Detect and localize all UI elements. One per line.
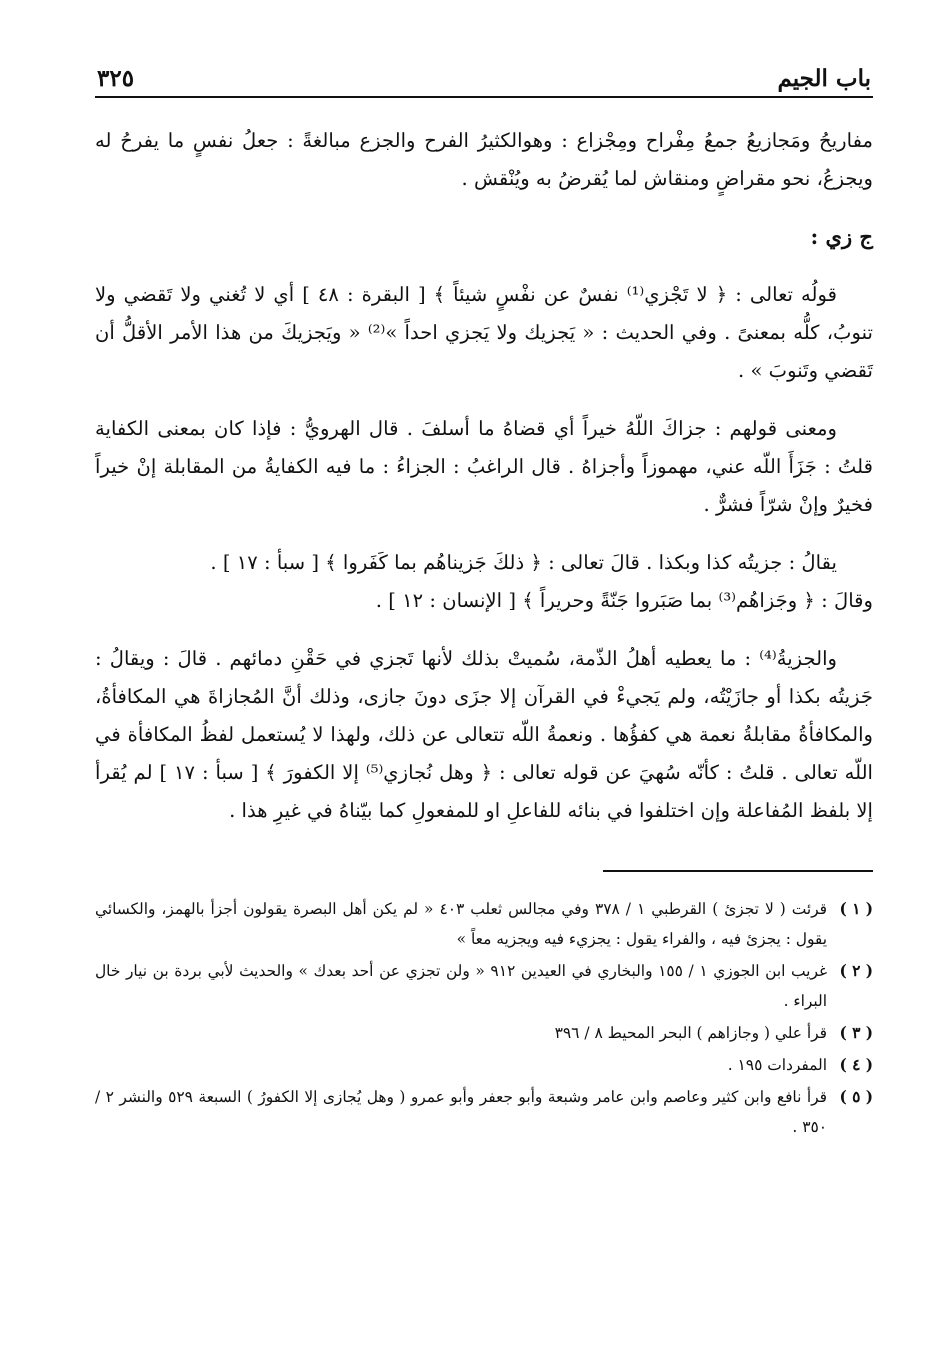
spacer <box>95 256 873 276</box>
footnote-number: ( ٥ ) <box>839 1088 873 1106</box>
footnote-number: ( ٢ ) <box>839 962 873 980</box>
main-text <box>95 122 873 830</box>
footnote-text: قرأ علي ( وجازاهم ) البحر المحيط ٨ / ٣٩٦ <box>554 1024 827 1042</box>
spacer <box>95 524 873 544</box>
paragraph-jazaka: ومعنى قولهم : جزاكَ اللّهُ خيراً أي قضاهُ ما أسلفَ . قال الهرويُّ : فإذا كان بمعنى الكفاية قلتُ : جَزَأَ اللّه عني، مهموزاً وأجزاهُ . قال الراغبُ : الجزاءُ : ما فيه الكفايةُ من المقابلة إنْ خيراً فخيرٌ وإنْ شرّاً فشرٌّ . <box>95 417 873 516</box>
book-page <box>95 52 873 1342</box>
footnote-separator <box>603 870 873 872</box>
paragraph-wa-jazahum: وقالَ : ﴿ وجَزاهُم⁽³⁾ بما صَبَروا جَنّةً وحريراً ﴾ [ الإنسان : ١٢ ] . <box>375 589 873 612</box>
paragraph-la-tajzi: قولُه تعالى : ﴿ لا تَجْزي⁽¹⁾ نفسٌ عن نفْسٍ شيئاً ﴾ [ البقرة : ٤٨ ] أي لا تُغني ولا تَقضي ولا تنوبُ، كلُّه بمعنىً . وفي الحديث : « يَجزيك ولا يَجزي احداً »⁽²⁾ « ويَجزيكَ من هذا الأمر الأقلُّ أن تَقضي وتَنوبَ » . <box>95 283 873 382</box>
footnote-number: ( ٤ ) <box>839 1056 873 1074</box>
spacer <box>95 198 873 218</box>
footnote-text: المفردات ١٩٥ . <box>727 1056 827 1074</box>
entry-heading: ج زي : <box>810 224 873 249</box>
footnote-item <box>95 1018 873 1048</box>
footnote-text: قرئت ( لا تجزئ ) القرطبي ١ / ٣٧٨ وفي مجالس ثعلب ٤٠٣ « لم يكن أهل البصرة يقولون أجزأ بالهمز، والكسائي يقول : يجزئ فيه ، والفراء يقول : يجزيء فيه ويجزيه معاً » <box>95 900 827 948</box>
footnote-item <box>95 1050 873 1080</box>
footnotes <box>95 894 873 1142</box>
spacer <box>95 390 873 410</box>
page-header <box>95 52 873 98</box>
paragraph-jizya: والجزيةُ⁽⁴⁾ : ما يعطيه أهلُ الذّمة، سُميتْ بذلك لأنها تَجزي في حَقْنِ دمائهم . قالَ : ويقالُ : جَزيتُه بكذا أو جازَيْتُه، ولم يَجيءْ في القرآن إلا جزَى دونَ جازى، وذلك أنَّ المُجازاةَ هي المكافأةُ، والمكافأةُ مقابلةُ نعمة هي كفؤُها . ونعمةُ اللّه تتعالى عن ذلك، ولهذا لا يُستعمل لفظُ المكافأة في اللّه تعالى . قلتُ : كأنّه سُهيَ عن قوله تعالى : ﴿ وهل نُجازي⁽⁵⁾ إلا الكفورَ ﴾ [ سبأ : ١٧ ] لم يُقرأ إلا بلفظ المُفاعلة وإن اختلفوا في بنائه للفاعلِ او للمفعولِ كما بيّناهُ في غيرِ هذا . <box>95 647 874 822</box>
paragraph-mafarih: مفاريحُ ومَجازيعُ جمعُ مِفْراح ومِجْزاع : وهوالكثيرُ الفرح والجزع مبالغةً : جعلُ نفسٍ ما يفرحُ له ويجزعُ، نحو مقراضٍ ومنقاش لما يُقرضُ به ويُنْقش . <box>95 129 873 190</box>
footnote-item <box>95 1082 873 1142</box>
footnote-number: ( ١ ) <box>839 900 873 918</box>
footnote-text: غريب ابن الجوزي ١ / ١٥٥ والبخاري في العيدين ٩١٢ « ولن تجزي عن أحد بعدك » والحديث لأبي بردة بن نيار خال البراء . <box>95 962 827 1010</box>
footnote-number: ( ٣ ) <box>839 1024 873 1042</box>
spacer <box>95 620 873 640</box>
page-number: ٣٢٥ <box>97 65 135 92</box>
footnote-text: قرأ نافع وابن كثير وعاصم وابن عامر وشبعة وأبو جعفر وأبو عمرو ( وهل يُجازى إلا الكفورُ ) السبعة ٥٢٩ والنشر ٢ / ٣٥٠ . <box>95 1088 827 1136</box>
footnote-item <box>95 956 873 1016</box>
chapter-title: باب الجيم <box>777 65 871 92</box>
footnote-item <box>95 894 873 954</box>
paragraph-yuqalu: يقالُ : جزيتُه كذا وبكذا . قالَ تعالى : ﴿ ذلكَ جَزيناهُم بما كَفَروا ﴾ [ سبأ : ١٧ ] . <box>210 551 837 574</box>
